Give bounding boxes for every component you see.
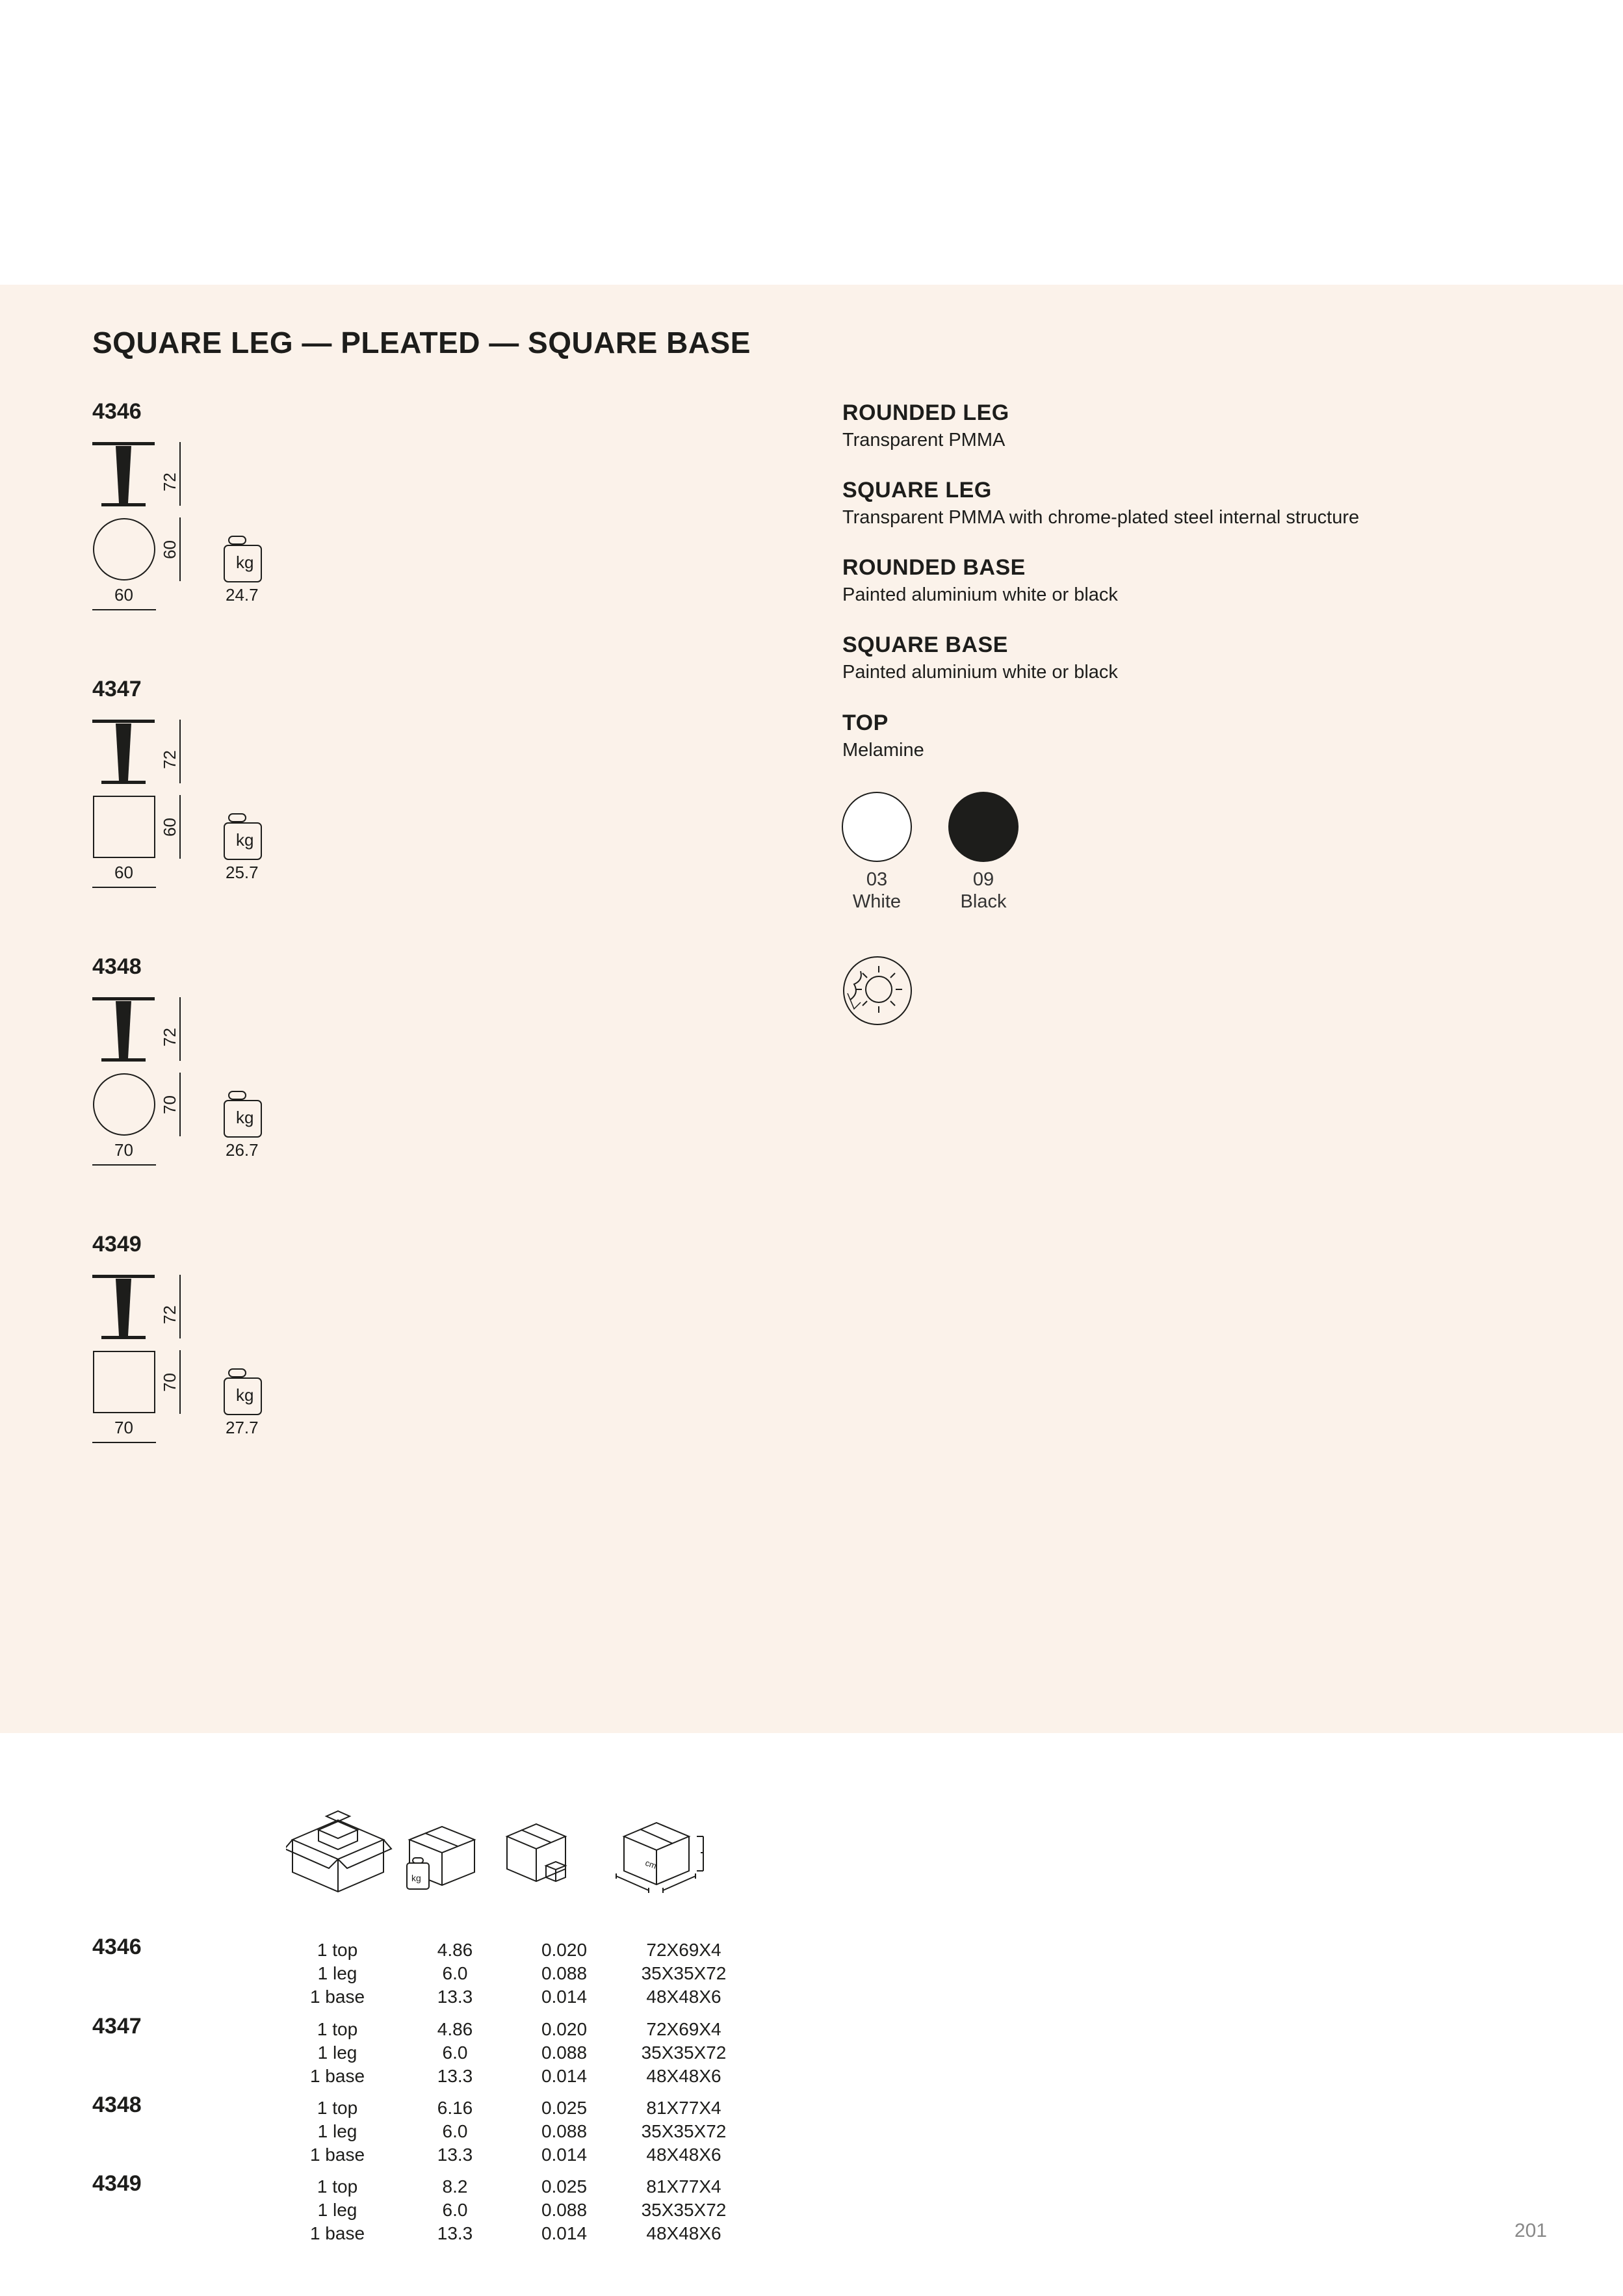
dimension: 35X35X72 [641,2042,727,2063]
volume: 0.020 [541,2019,588,2039]
dimension: 48X48X6 [646,1987,721,2007]
weight-icon [224,1091,261,1137]
square-top-icon [94,1351,155,1413]
package-weight-icon-label: kg [411,1873,421,1883]
weight-icon [224,1369,261,1415]
part: 1 base [309,1987,365,2007]
weight-value: 24.7 [226,585,259,605]
dimension: 72X69X4 [646,2019,721,2039]
weight: 6.16 [437,2098,473,2118]
product-code: 4347 [92,677,142,701]
dimension: 81X77X4 [646,2098,721,2118]
spec-rounded-base [842,555,1557,606]
weight-icon-label: kg [236,1108,254,1127]
pack-volumes [525,1938,603,2009]
weight-icon [224,814,261,859]
pack-row-code: 4346 [92,1935,142,1959]
height-dim: 72 [160,1028,179,1047]
round-top-icon [94,519,155,580]
dimension: 48X48X6 [646,2145,721,2165]
finish-name: Black [960,891,1007,912]
spec-heading: ROUNDED BASE [842,555,1026,580]
finish-code: 03 [866,869,888,890]
packages-icon [286,1811,391,1892]
weight: 4.86 [437,2019,473,2039]
pack-parts [295,2018,380,2088]
spec-rounded-leg [842,400,1557,451]
finish-black [948,792,1019,913]
pack-parts [295,2175,380,2245]
pack-weights [416,2175,494,2245]
depth-dim: 60 [160,540,179,559]
part: 1 top [317,2019,358,2039]
finish-code: 09 [972,869,994,890]
volume: 0.020 [541,1940,588,1960]
part: 1 top [317,2176,358,2197]
weight-icon-label: kg [236,553,254,572]
weight: 6.0 [442,1963,468,1983]
spec-heading: TOP [842,711,889,735]
pack-dims [625,2018,742,2088]
product-4349 [92,1232,326,1453]
weight: 13.3 [437,2066,473,2086]
spec-heading: ROUNDED LEG [842,400,1009,425]
volume: 0.014 [541,2145,588,2165]
weight-value: 27.7 [226,1418,259,1437]
weight: 6.0 [442,2042,468,2063]
part: 1 base [309,2223,365,2243]
volume: 0.088 [541,2042,588,2063]
dimension: 72X69X4 [646,1940,721,1960]
spec-text: Transparent PMMA [842,430,1006,450]
spec-top [842,711,1557,761]
package-dimensions-icon [616,1823,703,1893]
part: 1 top [317,1940,358,1960]
package-dimensions-icon-label: cm [643,1857,658,1871]
table-drawing [92,1264,326,1459]
pack-weights [416,2018,494,2088]
spec-square-base [842,633,1557,683]
white-swatch [842,792,912,862]
part: 1 leg [317,2200,357,2220]
weight-icon-label: kg [236,1385,254,1405]
table-side-elevation-icon [92,1275,155,1339]
height-dim: 72 [160,750,179,769]
black-swatch [948,792,1019,862]
weight: 6.0 [442,2200,468,2220]
width-dim: 60 [114,863,133,882]
pack-volumes [525,2096,603,2167]
page-number: 201 [1514,2220,1548,2241]
volume: 0.014 [541,2223,588,2243]
pack-parts [295,1938,380,2009]
product-4348 [92,954,326,1175]
package-weight-icon [407,1827,474,1889]
table-side-elevation-icon [92,442,155,506]
product-4347 [92,677,326,898]
volume: 0.088 [541,2200,588,2220]
weight: 4.86 [437,1940,473,1960]
spec-text: Melamine [842,740,924,761]
table-drawing [92,432,326,627]
height-dim: 72 [160,1305,179,1324]
depth-dim: 70 [160,1373,179,1392]
table-side-elevation-icon [92,997,155,1062]
product-code: 4349 [92,1232,142,1257]
weight: 13.3 [437,1987,473,2007]
volume: 0.025 [541,2098,588,2118]
spec-text: Painted aluminium white or black [842,662,1118,683]
width-dim: 60 [114,585,133,605]
volume: 0.014 [541,1987,588,2007]
pack-weights [416,2096,494,2167]
square-top-icon [94,796,155,857]
round-top-icon [94,1074,155,1135]
pack-row-code: 4349 [92,2171,142,2196]
part: 1 leg [317,1963,357,1983]
weight-icon-label: kg [236,830,254,850]
dimension: 35X35X72 [641,2200,727,2220]
depth-dim: 60 [160,818,179,837]
product-4346 [92,399,326,620]
width-dim: 70 [114,1140,133,1160]
package-volume-icon [507,1824,565,1881]
page-title: SQUARE LEG — PLEATED — SQUARE BASE [92,326,751,359]
pack-volumes [525,2018,603,2088]
spec-heading: SQUARE LEG [842,478,992,502]
weight: 13.3 [437,2223,473,2243]
sun-uv-icon [841,954,914,1027]
pack-dims [625,2096,742,2167]
volume: 0.014 [541,2066,588,2086]
pack-parts [295,2096,380,2167]
dimension: 35X35X72 [641,2121,727,2141]
part: 1 base [309,2145,365,2165]
packaging-icons [286,1801,754,1905]
height-dim: 72 [160,473,179,491]
dimension: 48X48X6 [646,2223,721,2243]
spec-text: Transparent PMMA with chrome-plated steel internal structure [842,507,1360,528]
depth-dim: 70 [160,1095,179,1114]
pack-weights [416,1938,494,2009]
finish-name: White [852,891,902,912]
spec-heading: SQUARE BASE [842,633,1008,657]
pack-volumes [525,2175,603,2245]
volume: 0.088 [541,2121,588,2141]
weight-value: 26.7 [226,1140,259,1160]
product-code: 4346 [92,399,142,424]
pack-dims [625,1938,742,2009]
weight: 8.2 [442,2176,468,2197]
table-drawing [92,709,326,904]
table-side-elevation-icon [92,720,155,784]
dimension: 35X35X72 [641,1963,727,1983]
part: 1 base [309,2066,365,2086]
part: 1 top [317,2098,358,2118]
weight: 13.3 [437,2145,473,2165]
pack-dims [625,2175,742,2245]
finish-white [841,792,913,913]
volume: 0.088 [541,1963,588,1983]
table-drawing [92,987,326,1182]
weight-value: 25.7 [226,863,259,882]
width-dim: 70 [114,1418,133,1437]
part: 1 leg [317,2042,357,2063]
dimension: 81X77X4 [646,2176,721,2197]
pack-row-code: 4347 [92,2014,142,2039]
weight-icon [224,536,261,582]
pack-row-code: 4348 [92,2093,142,2117]
dimension: 48X48X6 [646,2066,721,2086]
volume: 0.025 [541,2176,588,2197]
part: 1 leg [317,2121,357,2141]
spec-text: Painted aluminium white or black [842,584,1118,605]
product-code: 4348 [92,954,142,979]
spec-square-leg [842,478,1557,528]
weight: 6.0 [442,2121,468,2141]
